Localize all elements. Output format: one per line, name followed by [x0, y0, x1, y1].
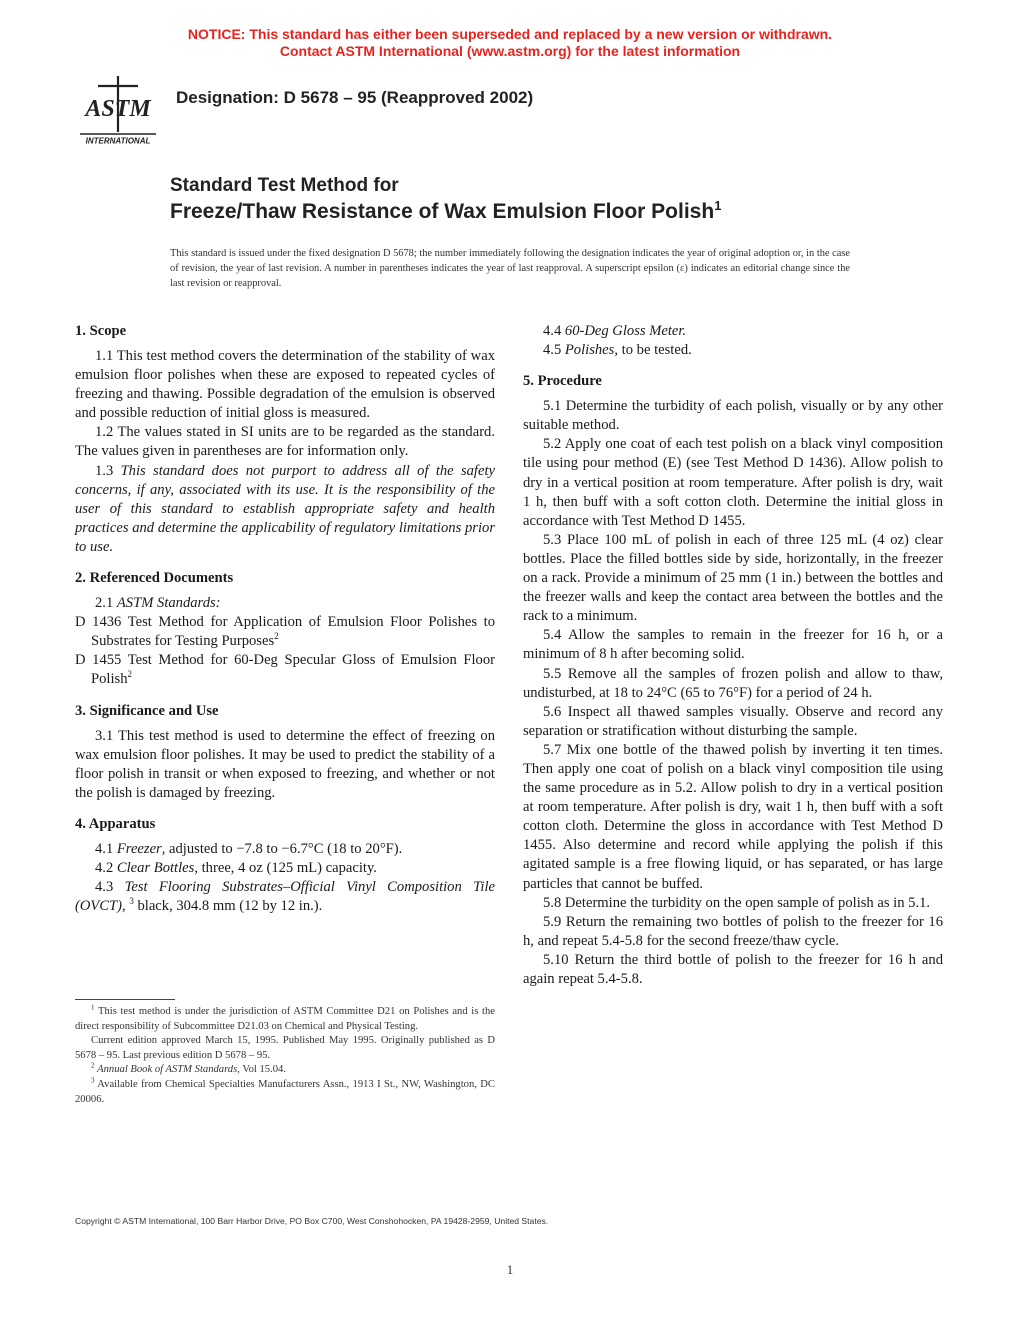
ref-d1436-fn: 2 [274, 631, 279, 642]
scope-heading: 1. Scope [75, 323, 127, 339]
apparatus-p3-fn: 3 [129, 896, 134, 907]
ref-d1455-fn: 2 [127, 669, 132, 680]
designation: Designation: D 5678 – 95 (Reapproved 2002) [176, 88, 534, 107]
notice-line-2: Contact ASTM International (www.astm.org) for the latest information [279, 43, 741, 59]
page-number: 1 [506, 1262, 514, 1277]
astm-logo [76, 72, 160, 148]
apparatus-p5-term: Polishes [564, 342, 615, 359]
procedure-p9: 5.9 Return the remaining two bottles of polish to the freezer for 16 h, and repeat 5.4-5.8 for the second freeze/thaw cycle. [523, 913, 943, 949]
apparatus-p2-rest: , three, 4 oz (125 mL) capacity. [194, 859, 377, 876]
significance-p1: 3.1 This test method is used to determine the effect of freezing on wax emulsion floor polishes. It may be used to predict the stability of a floor polish in transit or when exposed to freezing, and whether or not the polish is damaged by freezing. [75, 727, 495, 801]
title-line-1: Standard Test Method for [170, 175, 399, 196]
apparatus-p3-num: 4.3 [95, 879, 125, 896]
section-significance [75, 702, 495, 803]
footnote-1-text: This test method is under the jurisdiction of ASTM Committee D21 on Polishes and is the direct responsibility of Subcommittee D21.03 on Chemical and Physical Testing. [75, 1006, 495, 1032]
apparatus-p4 [523, 322, 943, 341]
ref-d1455 [75, 651, 495, 689]
footnote-2-rest: , Vol 15.04. [237, 1064, 286, 1076]
footnote-2-book: Annual Book of ASTM Standards [97, 1064, 238, 1076]
procedure-p2: 5.2 Apply one coat of each test polish on a black vinyl composition tile using pour method (E) (see Test Method D 1436). Allow polish to dry in a vertical position at room temperature. After polish is dry, wait 1 h, then buff with a soft cotton cloth. Determine the initial gloss in accordance with Test Method D 1455. [523, 436, 943, 529]
procedure-p7: 5.7 Mix one bottle of the thawed polish by inverting it ten times. Then apply one coat of polish on a black vinyl composition tile using the same procedure as in 5.2. Allow polish to dry in a vertical position at room temperature. After polish is dry, wait 1 h, then buff with a soft cotton cloth. Determine the gloss in accordance with Test Method D 1455. Also determine and record while applying the polish if this agitated sample is a free flowing liquid, or has separated, or has large particles that cannot be buffed. [523, 741, 943, 892]
significance-heading: 3. Significance and Use [75, 702, 219, 719]
apparatus-p3: 4.3 Test Flooring Substrates–Official Vinyl Composition Tile (OVCT), $^3$ black, 304.8 mm (12 by 12 in.). [75, 879, 496, 915]
apparatus-p4-num: 4.4 [543, 323, 565, 339]
footnote-3-mark: 3 [91, 1076, 95, 1085]
referenced-p1 [75, 594, 495, 613]
apparatus-p3-term: Test Flooring Substrates–Official Vinyl Composition Tile (OVCT) [75, 879, 496, 915]
apparatus-p2-term: Clear Bottles [116, 859, 195, 876]
footnote-3 [75, 1078, 495, 1107]
apparatus-p5-num: 4.5 [543, 342, 565, 359]
section-scope [75, 322, 495, 557]
footnote-divider [75, 999, 175, 1000]
footnote-2-mark: 2 [91, 1061, 95, 1070]
apparatus-p1-term: Freezer [116, 840, 162, 857]
ref-d1436 [75, 613, 495, 651]
issued-note: This standard is issued under the fixed designation D 5678; the number immediately following the designation indicates the year of original adoption or, in the case of revision, the year of last revision. A number in parentheses indicates the year of last reapproval. A superscript epsilon (ε) indicates an editorial change since the last revision or reapproval. [170, 248, 851, 289]
copyright: Copyright © ASTM International, 100 Barr Harbor Drive, PO Box C700, West Conshohocken, PA 19428-2959, United States. [75, 1216, 549, 1226]
section-apparatus [75, 815, 495, 916]
referenced-p1-text: ASTM Standards: [116, 595, 221, 612]
procedure-p1: 5.1 Determine the turbidity of each polish, visually or by any other suitable method. [523, 398, 943, 434]
section-procedure [523, 372, 943, 989]
apparatus-p5 [523, 341, 943, 360]
procedure-p5: 5.5 Remove all the samples of frozen polish and allow to thaw, undisturbed, at 18 to 24°C (65 to 76°F) for a period of 24 h. [523, 665, 943, 701]
scope-p1: 1.1 This test method covers the determination of the stability of wax emulsion floor polishes when these are exposed to repeated cycles of freezing and thawing. Possible degradation of the emulsion is observed and possible reduction of initial gloss is measured. [75, 348, 495, 422]
procedure-p6: 5.6 Inspect all thawed samples visually. Observe and record any separation or stratification without disturbing the sample. [523, 703, 943, 739]
apparatus-p4-term: 60-Deg Gloss Meter. [564, 323, 687, 339]
referenced-p1-num: 2.1 [95, 595, 117, 612]
logo-text: ASTM [85, 96, 151, 122]
apparatus-p5-rest: , to be tested. [614, 342, 692, 359]
title-text: Freeze/Thaw Resistance of Wax Emulsion Floor Polish [170, 200, 715, 223]
scope-p3-text: This standard does not purport to address all of the safety concerns, if any, associated with its use. It is the responsibility of the user of this standard to establish appropriate safety and health practices and determine the applicability of regulatory limitations prior to use. [75, 462, 495, 555]
procedure-p10: 5.10 Return the third bottle of polish to the freezer for 16 h and again repeat 5.4-5.8. [523, 951, 943, 987]
footnote-1-mark: 1 [91, 1003, 95, 1012]
procedure-p4: 5.4 Allow the samples to remain in the freezer for 16 h, or a minimum of 8 h after becoming solid. [523, 627, 943, 663]
notice-line-1: NOTICE: This standard has either been superseded and replaced by a new version or withdrawn. [187, 26, 833, 42]
footnote-1b: Current edition approved March 15, 1995. Published May 1995. Originally published as D 5678 – 95. Last previous edition D 5678 – 95. [75, 1035, 495, 1061]
logo-subtext: INTERNATIONAL [85, 136, 151, 146]
ref-d1455-text: D 1455 Test Method for 60-Deg Specular Gloss of Emulsion Floor Polish [75, 652, 495, 688]
footnote-3-text: Available from Chemical Specialties Manufacturers Assn., 1913 I St., NW, Washington, DC 20006. [75, 1078, 495, 1105]
apparatus-p3-rest: black, 304.8 mm (12 by 12 in.). [133, 898, 323, 915]
right-column [523, 322, 943, 1001]
procedure-heading: 5. Procedure [523, 373, 602, 390]
left-column [75, 322, 495, 928]
title-footnote-mark: 1 [714, 198, 722, 213]
ref-d1436-text: D 1436 Test Method for Application of Emulsion Floor Polishes to Substrates for Testing Purposes [75, 614, 495, 650]
scope-p3-num: 1.3 [95, 462, 121, 479]
section-apparatus-cont [523, 322, 943, 360]
scope-p2: 1.2 The values stated in SI units are to be regarded as the standard. The values given in parentheses are for information only. [75, 424, 495, 460]
apparatus-p1-num: 4.1 [95, 840, 117, 857]
footnote-2 [75, 1063, 495, 1078]
scope-p3 [75, 462, 495, 557]
section-referenced [75, 569, 495, 689]
apparatus-p2 [75, 859, 495, 878]
referenced-heading: 2. Referenced Documents [75, 570, 234, 587]
title-line-2 [170, 198, 721, 224]
withdrawal-notice [0, 26, 1020, 60]
procedure-p3: 5.3 Place 100 mL of polish in each of three 125 mL (4 oz) clear bottles. Place the filled bottles side by side, horizontally, in the freezer on a rack. Provide a minimum of 25 mm (1 in.) between the bottles and the freezer walls and keep the contact area between the bottles and the rack to a minimum. [523, 531, 943, 625]
footnote-1 [75, 1005, 495, 1034]
procedure-p8: 5.8 Determine the turbidity on the open sample of polish as in 5.1. [543, 894, 931, 911]
footnotes [75, 1005, 495, 1107]
apparatus-p1 [75, 840, 495, 859]
apparatus-p1-rest: , adjusted to −7.8 to −6.7°C (18 to 20°F). [161, 840, 403, 857]
apparatus-p2-num: 4.2 [95, 859, 117, 876]
apparatus-heading: 4. Apparatus [75, 815, 156, 832]
